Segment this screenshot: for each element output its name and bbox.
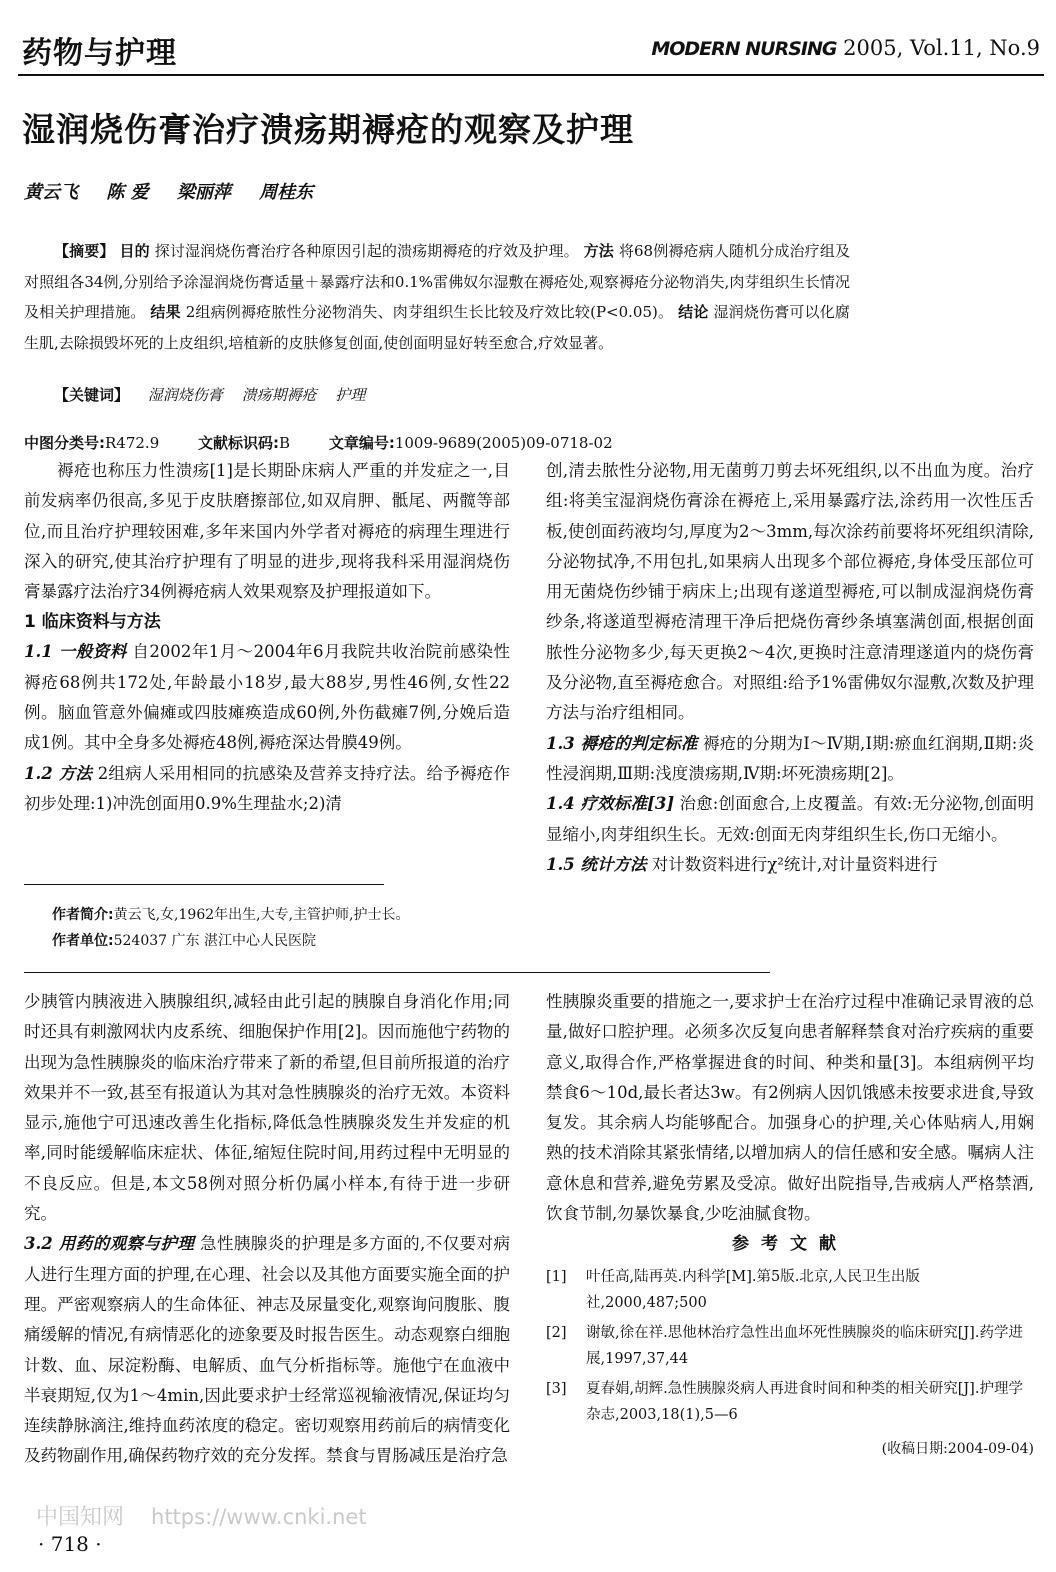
doc-code-value: B <box>279 434 291 452</box>
result-text: 2组病例褥疮脓性分泌物消失、肉芽组织生长比较及疗效比较(P<0.05)。 <box>185 303 674 321</box>
lower-column-left <box>24 987 510 1472</box>
subsection-1-1 <box>24 637 510 758</box>
author: 陈 爱 <box>106 182 149 203</box>
keyword: 溃疡期褥疮 <box>241 386 317 404</box>
reference-item <box>546 1320 1034 1372</box>
subsection-label: 1.2 方法 <box>24 763 93 783</box>
abstract-label: 【摘要】 <box>54 242 115 260</box>
author-list <box>24 178 335 204</box>
cnki-watermark <box>36 1500 367 1531</box>
author: 梁丽萍 <box>176 182 231 203</box>
subsection-label: 1.3 褥疮的判定标准 <box>546 733 698 753</box>
reference-item <box>546 1264 1034 1316</box>
unit-label: 作者单位: <box>52 933 114 949</box>
references-title: 参考文献 <box>732 1234 848 1255</box>
article-divider <box>24 972 770 973</box>
received-date: (收稿日期:2004-09-04) <box>881 1440 1034 1457</box>
continued-paragraph: 少胰管内胰液进入胰腺组织,减轻由此引起的胰腺自身消化作用;同时还具有刺激网状内皮系统、细胞保护作用[2]。因而施他宁药物的出现为急性胰腺炎的临床治疗带来了新的希望,但目前所报道的治疗效果并不一致,甚至有报道认为其对急性胰腺炎的治疗无效。本资料显示,施他宁可迅速改善生化指标,降低急性胰腺炎发生并发症的机率,同时能缓解临床症状、体征,缩短住院时间,用药过程中无明显的不良反应。但是,本文58例对照分析仍属小样本,有待于进一步研究。 <box>24 992 510 1224</box>
reference-text: 谢敏,徐在祥.思他林治疗急性出血坏死性胰腺炎的临床研究[J].药学进展,1997,37,44 <box>586 1324 1023 1367</box>
objective-text: 探讨湿润烧伤膏治疗各种原因引起的溃疡期褥疮的疗效及护理。 <box>154 242 579 260</box>
method-text: 将68例褥疮病人随机分成治疗组及对照组各34例,分别给予涂湿润烧伤膏适量＋暴露疗法和0.1%雷佛奴尔湿敷在褥疮处,观察褥疮分泌物消失,肉芽组织生长情况及相关护理措施。 <box>24 242 850 321</box>
reference-text: 夏春娟,胡辉.急性胰腺炎病人再进食时间和种类的相关研究[J].护理学杂志,2003,18(1),5—6 <box>586 1380 1023 1423</box>
clc-label: 中图分类号: <box>24 434 105 452</box>
article-no-value: 1009-9689(2005)09-0718-02 <box>394 434 613 452</box>
clc-value: R472.9 <box>105 434 160 452</box>
continued-paragraph: 性胰腺炎重要的措施之一,要求护士在治疗过程中准确记录胃液的总量,做好口腔护理。必须多次反复向患者解释禁食对治疗疾病的重要意义,取得合作,严格掌握进食的时间、种类和量[3]。本组病例平均禁食6～10d,最长者达3w。有2例病人因饥饿感未按要求进食,导致复发。其余病人均能够配合。加强身心的护理,关心体贴病人,用娴熟的技术消除其紧张情绪,以增加病人的信任感和安全感。嘱病人注意休息和营养,避免劳累及受凉。做好出院指导,告戒病人严格禁酒,饮食节制,勿暴饮暴食,少吃油腻食物。 <box>546 992 1034 1224</box>
bio-label: 作者简介: <box>52 907 114 923</box>
subsection-1-4 <box>546 789 1034 850</box>
author: 周桂东 <box>259 182 314 203</box>
method-label: 方法 <box>583 242 614 260</box>
subsection-label: 3.2 用药的观察与护理 <box>24 1234 195 1254</box>
subsection-label: 1.4 疗效标准[3] <box>546 794 675 814</box>
abstract <box>24 236 850 358</box>
author: 黄云飞 <box>24 182 78 203</box>
unit-text: 524037 广东 湛江中心人民医院 <box>113 933 316 949</box>
subsection-1-3 <box>546 729 1034 790</box>
subsection-text: 褥疮的分期为Ⅰ～Ⅳ期,Ⅰ期:瘀血红润期,Ⅱ期:炎性浸润期,Ⅲ期:浅度溃疡期,Ⅳ期:坏死溃疡期[2]。 <box>546 733 1035 783</box>
bio-text: 黄云飞,女,1962年出生,大专,主管护师,护士长。 <box>113 907 410 923</box>
keyword: 护理 <box>335 386 366 404</box>
subsection-label: 1.1 一般资料 <box>24 642 127 662</box>
footnote-rule <box>24 884 384 885</box>
subsection-1-5 <box>546 850 1034 880</box>
classification-line <box>24 432 647 453</box>
author-footnote <box>52 902 410 954</box>
section-label: 药物与护理 <box>22 36 177 71</box>
keyword: 湿润烧伤膏 <box>147 386 223 404</box>
subsection-text: 急性胰腺炎的护理是多方面的,不仅要对病人进行生理方面的护理,在心理、社会以及其他方面要实施全面的护理。严密观察病人的生命体征、神志及尿量变化,观察询问腹胀、腹痛缓解的情况,有病情恶化的迹象要及时报告医生。动态观察白细胞计数、血、尿淀粉酶、电解质、血气分析指标等。施他宁在血液中半衰期短,仅为1～4min,因此要求护士经常巡视输液情况,保证均匀连续静脉滴注,维持血药浓度的稳定。密切观察用药前后的病情变化及药物副作用,确保药物疗效的充分发挥。禁食与胃肠减压是治疗急 <box>24 1234 511 1466</box>
subsection-text: 自2002年1月～2004年6月我院共收治院前感染性褥疮68例共172处,年龄最小18岁,最大88岁,男性46例,女性22例。脑血管意外偏瘫或四肢瘫痪造成60例,外伤截瘫7例,分娩后造成1例。其中全身多处褥疮48例,褥疮深达骨膜49例。 <box>24 642 510 753</box>
subsection-label: 1.5 统计方法 <box>546 854 647 874</box>
reference-number: [3] <box>546 1380 567 1397</box>
watermark-site: 中国知网 <box>36 1505 125 1530</box>
subsection-text: 治愈:创面愈合,上皮覆盖。有效:无分泌物,创面明显缩小,肉芽组织生长。无效:创面无肉芽组织生长,伤口无缩小。 <box>546 794 1035 844</box>
reference-number: [2] <box>546 1324 567 1341</box>
header-rule <box>18 74 1044 76</box>
subsection-1-2 <box>24 759 510 820</box>
reference-number: [1] <box>546 1268 567 1285</box>
conclusion-label: 结论 <box>678 303 709 321</box>
journal-info <box>651 36 1040 60</box>
conclusion-text: 湿润烧伤膏可以化腐生肌,去除损毁坏死的上皮组织,培植新的皮肤修复创面,使创面明显好转至愈合,疗效显著。 <box>24 303 850 352</box>
article-title: 湿润烧伤膏治疗溃疡期褥疮的观察及护理 <box>22 110 634 149</box>
reference-item <box>546 1376 1034 1428</box>
lower-column-right <box>546 987 1034 1464</box>
subsection-text: 对计数资料进行χ²统计,对计量资料进行 <box>651 854 938 874</box>
journal-name: MODERN NURSING <box>651 38 837 60</box>
doc-code-label: 文献标识码: <box>198 434 280 452</box>
objective-label: 目的 <box>119 242 150 260</box>
keywords-label: 【关键词】 <box>54 386 130 404</box>
result-label: 结果 <box>150 303 181 321</box>
subsection-text-continued: 创,清去脓性分泌物,用无菌剪刀剪去坏死组织,以不出血为度。治疗组:将美宝湿润烧伤膏涂在褥疮上,采用暴露疗法,涂药用一次性压舌板,使创面药液均匀,厚度为2～3mm,每次涂药前要将坏死组织清除,分泌物拭净,不用包扎,如果病人出现多个部位褥疮,身体受压部位可用无菌烧伤纱铺于病床上;出现有遂道型褥疮,可以制成湿润烧伤膏纱条,将遂道型褥疮清理干净后把烧伤膏纱条填塞满创面,根据创面脓性分泌物多少,每天更换2～4次,更换时注意清理遂道内的烧伤膏及分泌物,直至褥疮愈合。对照组:给予1%雷佛奴尔湿敷,次数及护理方法与治疗组相同。 <box>546 461 1034 723</box>
body-column-right <box>546 456 1034 880</box>
watermark-url: https://www.cnki.net <box>151 1505 367 1529</box>
page-number: · 718 · <box>38 1532 102 1556</box>
body-column-left <box>24 456 510 819</box>
keywords <box>54 384 365 405</box>
subsection-3-2 <box>24 1229 510 1471</box>
reference-text: 叶任高,陆再英.内科学[M].第5版.北京,人民卫生出版社,2000,487;500 <box>586 1268 920 1311</box>
section-heading: 1 临床资料与方法 <box>24 612 161 633</box>
article-no-label: 文章编号: <box>328 434 395 452</box>
journal-issue: 2005, Vol.11, No.9 <box>843 36 1040 60</box>
intro-paragraph: 褥疮也称压力性溃疡[1]是长期卧床病人严重的并发症之一,目前发病率仍很高,多见于皮肤磨擦部位,如双肩胛、骶尾、两髋等部位,而且治疗护理较困难,多年来国内外学者对褥疮的病理生理进行深入的研究,使其治疗护理有了明显的进步,现将我科采用湿润烧伤膏暴露疗法治疗34例褥疮病人效果观察及护理报道如下。 <box>24 461 510 602</box>
subsection-text: 2组病人采用相同的抗感染及营养支持疗法。给予褥疮作初步处理:1)冲洗创面用0.9%生理盐水;2)清 <box>24 763 511 813</box>
